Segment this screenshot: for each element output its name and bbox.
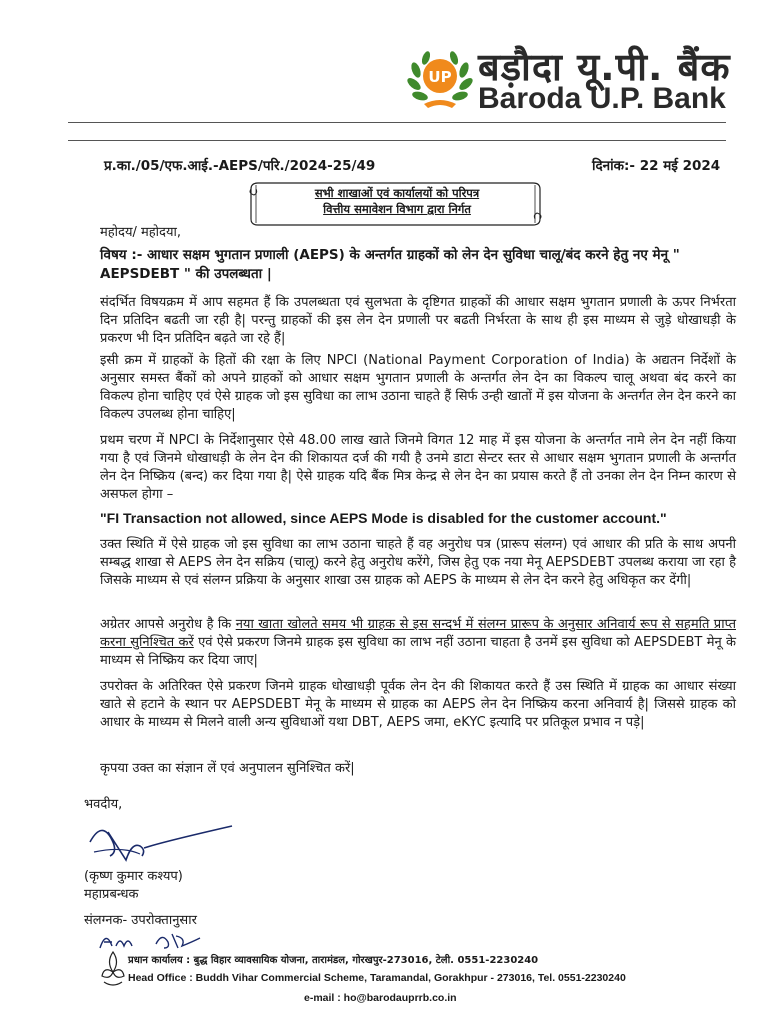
bank-logo [404,40,476,112]
reference-number: प्र.का./05/एफ.आई.-AEPS/परि./2024-25/49 [104,158,376,174]
circular-banner-line2: वित्तीय समावेशन विभाग द्वारा निर्गत [323,202,471,216]
paragraph-3: प्रथम चरण में NPCI के निर्देशानुसार ऐसे 48.00 लाख खाते जिनमे विगत 12 माह में इस योजना के अन्तर्गत नामे लेन देन नहीं किया गया है एवं जिनमे धोखाधड़ी के लेन देन की शिकायत दर्ज की गयी है उनमे डाटा सेन्टर स्तर से आधार सक्षम भुगतान प्रणाली के अन्तर्गत लेन देन निष्क्रिय (बन्द) कर दिया गया है| ऐसे ग्राहक यदि बैंक मित्र केन्द्र से लेन देन का प्रयास करते हैं तो उनका लेन देन निम्न कारण से असफल होगा – [100,433,736,502]
paragraph-2: इसी क्रम में ग्राहकों के हितों की रक्षा के लिए NPCI (National Payment Corporation of India) के अद्यतन निर्देशों के अनुसार समस्त बैंकों को अपने ग्राहकों को आधार सक्षम भुगतान प्रणाली के अन्तर्गत लेन देन का विकल्प चालू अथवा बंद करने का विकल्प होना चाहिए एवं ऐसे ग्राहक जो इस सुविधा का लाभ उठाना चाहते हैं सिर्फ उन्ही खातों में इस योजना के अन्तर्गत लेन देन करने का विकल्प उपलब्ध होना चाहिए| [100,353,736,422]
closing: भवदीय, [84,797,123,812]
signatory-name: (कृष्ण कुमार कश्यप) [84,869,183,884]
header-rule-top [68,122,726,123]
bank-name-hindi: बड़ौदा यू.पी. बैंक [478,45,731,89]
paragraph-5-intro: अग्रेतर आपसे अनुरोध है कि [100,617,236,632]
footer-lotus-icon [100,948,126,992]
paragraph-5-rest: एवं ऐसे प्रकरण जिनमे ग्राहक इस सुविधा का लाभ नहीं उठाना चाहता है उनमें इस सुविधा को AEPSDEBT मेनू के माध्यम से निष्क्रिय कर दिया जाए| [100,635,736,668]
signatory-designation: महाप्रबन्धक [84,887,139,902]
footer-address-hindi: प्रधान कार्यालय : बुद्ध विहार व्यावसायिक योजना, तारामंडल, गोरखपुर-273016, टेली. 0551-2230240 [128,955,539,966]
paragraph-5-underlined: नया खाता खोलते समय भी ग्राहक से इस सन्दर्भ में संलग्न प्रारूप के अनुसार अनिवार्य रूप से सहमति प्राप्त करना सुनिश्चित करें [100,617,736,650]
footer-address-english: Head Office : Buddh Vihar Commercial Scheme, Taramandal, Gorakhpur - 273016, Tel. 0551-2230240 [128,972,626,984]
paragraph-4: उक्त स्थिति में ऐसे ग्राहक जो इस सुविधा का लाभ उठाना चाहते हैं वह अनुरोध पत्र (प्रारूप संलग्न) एवं आधार की प्रति के साथ अपनी सम्बद्ध शाखा से AEPS लेन देन सक्रिय (चालू) करने हेतु अनुरोध करेंगे, जिस हेतु एक नया मेनू AEPSDEBT उपलब्ध कराया जा रहा है जिसके माध्यम से एवं संलग्न प्रक्रिया के अनुसार शाखा उस ग्राहक को AEPS के माध्यम से लेन देन करने हेतु अधिकृत कर देंगी| [100,537,736,588]
paragraph-7: कृपया उक्त का संज्ञान लें एवं अनुपालन सुनिश्चित करें| [100,761,355,776]
logo-badge-text: UP [428,68,452,86]
paragraph-1: संदर्भित विषयक्रम में आप सहमत हैं कि उपलब्धता एवं सुलभता के दृष्टिगत ग्राहकों की आधार सक्षम भुगतान प्रणाली के ऊपर निर्भरता दिन प्रतिदिन बढती जा रही है| परन्तु ग्राहकों की इस लेन देन प्रणाली पर बढती निर्भरता के साथ ही इस माध्यम से जुड़े धोखाधड़ी के प्रकरण भी दिन प्रतिदिन बढ़ते जा रहे हैं| [100,295,736,346]
error-notice: "FI Transaction not allowed, since AEPS Mode is disabled for the customer account." [100,510,667,526]
paragraph-6: उपरोक्त के अतिरिक्त ऐसे प्रकरण जिनमे ग्राहक धोखाधड़ी पूर्वक लेन देन की शिकायत करते हैं उस स्थिति में ग्राहक का आधार संख्या खाते से हटाने के स्थान पर AEPSDEBT मेनू के माध्यम से ग्राहक का AEPS लेन देन निष्क्रिय करना अनिवार्य है| जिससे ग्राहक को आधार के माध्यम से मिलने वाली अन्य सुविधाओं यथा DBT, AEPS जमा, eKYC इत्यादि पर प्रतिकूल प्रभाव न पड़े| [100,679,736,730]
circular-banner-line1: सभी शाखाओं एवं कार्यालयों को परिपत्र [314,186,480,200]
circular-date: दिनांक:- 22 मई 2024 [592,158,721,174]
subject-line: विषय :- आधार सक्षम भुगतान प्रणाली (AEPS) के अन्तर्गत ग्राहकों को लेन देन सुविधा चालू/बंद करने हेतु नए मेनू " AEPSDEBT " की उपलब्धता | [100,247,680,282]
enclosure-note: संलग्नक- उपरोक्तानुसार [84,913,197,928]
salutation: महोदय/ महोदया, [100,225,181,240]
paragraph-5 [100,616,736,670]
header-rule-bottom [68,140,726,141]
footer-email[interactable]: e-mail : ho@barodauprrb.co.in [304,992,457,1004]
handwritten-signature [82,812,242,868]
bank-name-english: Baroda U.P. Bank [478,82,726,115]
